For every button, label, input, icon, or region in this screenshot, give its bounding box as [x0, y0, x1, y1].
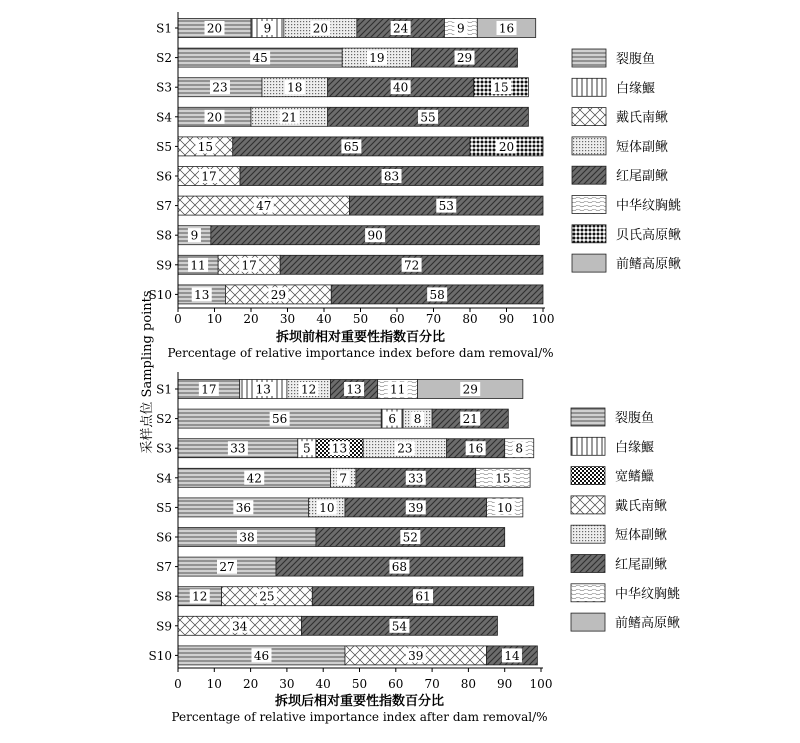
before-x-axis-label-en: Percentage of relative importance index before dam removal/%	[167, 346, 554, 360]
after-data-label-s3-2: 13	[331, 441, 348, 456]
before-category-label-s1: S1	[156, 21, 172, 36]
before-data-label-s1-7: 16	[498, 21, 515, 36]
after-category-label-s8: S8	[156, 589, 172, 604]
before-data-label-s9-2: 17	[241, 258, 257, 273]
after-data-label-s3-1: 5	[303, 441, 311, 456]
before-x-tick-label-100: 100	[531, 312, 555, 326]
after-data-label-s5-4: 10	[319, 500, 335, 515]
before-x-tick-label-20: 20	[243, 312, 259, 326]
after-category-label-s10: S10	[148, 648, 172, 663]
after-x-tick-label-80: 80	[460, 677, 477, 691]
after-x-tick-label-10: 10	[206, 677, 222, 691]
after-category-label-s4: S4	[156, 471, 172, 486]
before-category-label-s2: S2	[156, 51, 172, 66]
after-x-tick-label-50: 50	[351, 677, 368, 691]
before-data-label-s5-2: 15	[197, 139, 214, 154]
before-legend-swatch-4	[572, 166, 606, 184]
before-legend-swatch-2	[572, 108, 606, 126]
after-data-label-s10-0: 46	[253, 648, 270, 663]
after-data-label-s9-3: 34	[232, 619, 248, 634]
after-data-label-s1-0: 17	[201, 382, 217, 397]
after-legend-swatch-3	[571, 496, 605, 514]
before-x-tick-label-90: 90	[498, 312, 515, 326]
before-x-tick-label-40: 40	[316, 312, 332, 326]
after-data-label-s4-4: 7	[339, 471, 347, 486]
before-data-label-s2-4: 29	[456, 51, 473, 66]
after-category-label-s6: S6	[156, 530, 172, 545]
before-data-label-s10-0: 13	[194, 287, 210, 302]
before-legend-swatch-1	[572, 78, 606, 96]
chart-after-dam-removal	[149, 372, 681, 724]
before-data-label-s2-0: 45	[252, 51, 268, 66]
after-legend-label-2: 宽鳍鱲	[615, 469, 655, 485]
before-x-tick-label-80: 80	[462, 312, 478, 326]
after-data-label-s1-5: 13	[346, 382, 362, 397]
before-data-label-s7-2: 47	[256, 199, 272, 214]
after-legend-swatch-5	[571, 555, 605, 573]
before-category-label-s8: S8	[156, 228, 172, 243]
before-legend-swatch-6	[572, 225, 606, 243]
before-legend-label-2: 戴氏南鳅	[616, 110, 669, 126]
before-legend-label-0: 裂腹鱼	[616, 52, 656, 67]
chart-before-dam-removal	[149, 12, 682, 360]
before-legend-label-6: 贝氏高原鳅	[616, 227, 682, 243]
before-data-label-s1-4: 24	[393, 21, 409, 36]
before-data-label-s3-3: 18	[287, 80, 303, 95]
before-x-tick-label-60: 60	[389, 312, 405, 326]
before-data-label-s2-3: 19	[369, 51, 385, 66]
after-x-tick-label-60: 60	[388, 677, 404, 691]
after-data-label-s2-0: 56	[271, 412, 288, 427]
after-data-label-s2-1: 6	[388, 412, 396, 427]
after-legend-label-5: 红尾副鳅	[615, 557, 668, 573]
after-data-label-s3-5: 16	[468, 441, 484, 456]
before-data-label-s3-0: 23	[212, 80, 228, 95]
after-data-label-s1-4: 12	[301, 382, 317, 397]
before-x-axis-label-cn: 拆坝前相对重要性指数百分比	[275, 330, 446, 345]
before-legend-label-1: 白缘鰋	[616, 81, 656, 97]
before-category-label-s7: S7	[156, 199, 172, 214]
after-data-label-s8-5: 61	[415, 589, 431, 604]
before-legend-label-5: 中华纹胸鮡	[616, 198, 682, 214]
after-data-label-s1-1: 13	[255, 382, 271, 397]
shared-y-axis-label: 采样点位 Sampling points	[140, 290, 155, 454]
before-category-label-s3: S3	[156, 80, 172, 95]
after-x-tick-label-20: 20	[242, 677, 259, 691]
after-category-label-s3: S3	[156, 441, 172, 456]
after-data-label-s7-5: 68	[391, 560, 408, 575]
before-category-label-s6: S6	[156, 169, 172, 184]
before-x-tick-label-10: 10	[206, 312, 223, 326]
after-category-label-s9: S9	[156, 619, 172, 634]
after-x-axis-label-cn: 拆坝后相对重要性指数百分比	[274, 694, 445, 709]
before-data-label-s9-0: 11	[190, 258, 206, 273]
after-legend-label-4: 短体副鳅	[615, 528, 668, 544]
after-data-label-s6-0: 38	[239, 530, 255, 545]
before-data-label-s1-3: 20	[312, 21, 328, 36]
after-data-label-s3-6: 8	[515, 441, 524, 456]
before-data-label-s1-0: 20	[206, 21, 223, 36]
before-data-label-s3-6: 15	[493, 80, 509, 95]
before-category-label-s4: S4	[156, 110, 172, 125]
after-legend-swatch-4	[571, 525, 605, 543]
after-data-label-s4-0: 42	[246, 471, 262, 486]
after-x-tick-label-30: 30	[279, 677, 295, 691]
after-legend-swatch-2	[571, 467, 605, 485]
before-data-label-s6-2: 17	[201, 169, 217, 184]
before-category-label-s9: S9	[156, 258, 172, 273]
before-data-label-s3-4: 40	[393, 80, 409, 95]
after-legend-swatch-0	[571, 408, 605, 426]
after-data-label-s5-0: 36	[235, 500, 251, 515]
before-data-label-s1-1: 9	[263, 21, 272, 36]
after-data-label-s10-5: 14	[504, 648, 520, 663]
before-x-tick-label-0: 0	[174, 312, 182, 326]
after-data-label-s2-4: 8	[413, 412, 422, 427]
after-x-tick-label-40: 40	[315, 677, 331, 691]
after-x-tick-label-0: 0	[174, 677, 182, 691]
after-x-axis-label-en: Percentage of relative importance index after dam removal/%	[171, 710, 548, 724]
before-legend-swatch-7	[572, 254, 606, 272]
before-data-label-s1-5: 9	[457, 21, 465, 36]
before-data-label-s5-4: 65	[343, 139, 360, 154]
after-x-tick-label-90: 90	[497, 677, 513, 691]
before-data-label-s6-4: 83	[383, 169, 400, 184]
before-data-label-s9-4: 72	[403, 258, 420, 273]
before-category-label-s10: S10	[148, 287, 172, 302]
before-category-label-s5: S5	[156, 139, 172, 154]
after-category-label-s2: S2	[156, 412, 172, 427]
after-data-label-s8-0: 12	[192, 589, 208, 604]
before-legend-swatch-0	[572, 49, 606, 67]
after-x-tick-label-100: 100	[529, 677, 553, 691]
before-legend-swatch-3	[572, 137, 606, 155]
after-legend-label-6: 中华纹胸鮡	[615, 586, 681, 602]
before-data-label-s7-4: 53	[438, 199, 454, 214]
before-legend-label-3: 短体副鳅	[616, 139, 669, 155]
after-data-label-s5-6: 10	[497, 500, 513, 515]
before-data-label-s10-2: 29	[270, 287, 287, 302]
after-data-label-s10-3: 39	[408, 648, 424, 663]
after-data-label-s9-5: 54	[391, 619, 408, 634]
after-legend-label-0: 裂腹鱼	[615, 411, 655, 426]
before-data-label-s4-0: 20	[206, 110, 223, 125]
before-x-tick-label-30: 30	[279, 312, 296, 326]
after-data-label-s8-3: 25	[259, 589, 275, 604]
after-data-label-s1-7: 29	[462, 382, 478, 397]
after-category-label-s7: S7	[156, 560, 172, 575]
before-x-tick-label-70: 70	[425, 312, 442, 326]
after-legend-swatch-7	[571, 613, 605, 631]
before-data-label-s10-4: 58	[429, 287, 445, 302]
after-x-tick-label-70: 70	[424, 677, 440, 691]
before-data-label-s4-4: 55	[420, 110, 436, 125]
after-data-label-s1-6: 11	[389, 382, 406, 397]
after-data-label-s4-5: 33	[408, 471, 424, 486]
after-legend-label-7: 前鳍高原鳅	[615, 616, 681, 632]
before-legend-label-4: 红尾副鳅	[616, 169, 669, 185]
after-legend-swatch-1	[571, 437, 605, 455]
after-data-label-s6-5: 52	[402, 530, 418, 545]
before-legend-swatch-5	[572, 196, 606, 214]
before-data-label-s8-0: 9	[190, 228, 199, 243]
after-data-label-s4-6: 15	[495, 471, 511, 486]
after-data-label-s2-5: 21	[462, 412, 478, 427]
after-data-label-s7-0: 27	[219, 560, 235, 575]
after-data-label-s5-5: 39	[408, 500, 424, 515]
after-data-label-s3-4: 23	[397, 441, 413, 456]
before-x-tick-label-50: 50	[352, 312, 369, 326]
after-category-label-s5: S5	[156, 500, 172, 515]
after-legend-label-3: 戴氏南鳅	[615, 498, 668, 514]
after-legend-swatch-6	[571, 584, 605, 602]
before-legend-label-7: 前鳍高原鳅	[616, 257, 682, 273]
after-legend-label-1: 白缘鰋	[615, 440, 655, 456]
after-data-label-s3-0: 33	[230, 441, 246, 456]
before-data-label-s8-4: 90	[367, 228, 383, 243]
before-data-label-s5-6: 20	[498, 139, 515, 154]
before-data-label-s4-3: 21	[281, 110, 297, 125]
after-category-label-s1: S1	[156, 382, 172, 397]
